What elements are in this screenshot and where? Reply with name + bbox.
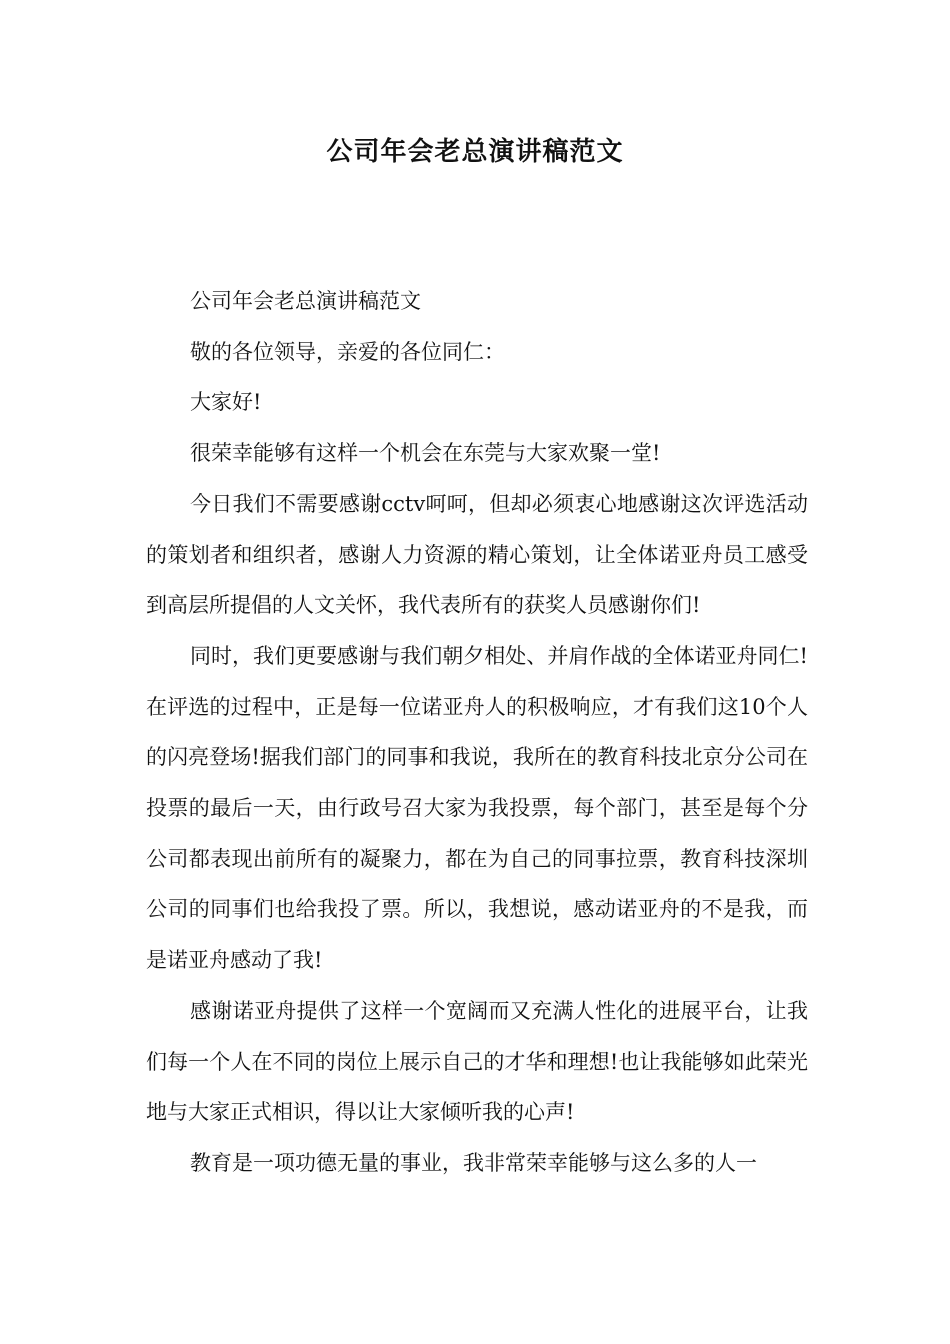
paragraph-salutation: 敬的各位领导，亲爱的各位同仁：: [190, 339, 505, 364]
paragraph-greeting: 大家好!: [190, 390, 262, 415]
paragraph-thanks-colleagues: 同时，我们更要感谢与我们朝夕相处、并肩作战的全体诺亚舟同仁!在评选的过程中，正是每一位诺亚舟人的积极响应，才有我们这10个人的闪亮登场!据我们部门的同事和我说，我所在的教育科技北京分公司在投票的最后一天，由行政号召大家为我投票，每个部门，甚至是每个分公司都表现出前所有的凝聚力，都在为自己的同事拉票，教育科技深圳公司的同事们也给我投了票。所以，我想说，感动诺亚舟的不是我，而是诺亚舟感动了我!: [146, 643, 808, 973]
paragraph-thanks-organizers: 今日我们不需要感谢cctv呵呵，但却必须衷心地感谢这次评选活动的策划者和组织者，感谢人力资源的精心策划，让全体诺亚舟员工感受到高层所提倡的人文关怀，我代表所有的获奖人员感谢你们!: [146, 491, 808, 618]
paragraph-subtitle: 公司年会老总演讲稿范文: [190, 289, 421, 313]
document-body: [146, 276, 808, 1189]
paragraph-honored: 很荣幸能够有这样一个机会在东莞与大家欢聚一堂!: [190, 441, 661, 466]
paragraph-education: 教育是一项功德无量的事业，我非常荣幸能够与这么多的人一: [190, 1150, 757, 1175]
paragraph-thanks-platform: 感谢诺亚舟提供了这样一个宽阔而又充满人性化的进展平台，让我们每一个人在不同的岗位上展示自己的才华和理想!也让我能够如此荣光地与大家正式相识，得以让大家倾听我的心声!: [146, 998, 808, 1125]
document-title: 公司年会老总演讲稿范文: [326, 137, 624, 167]
